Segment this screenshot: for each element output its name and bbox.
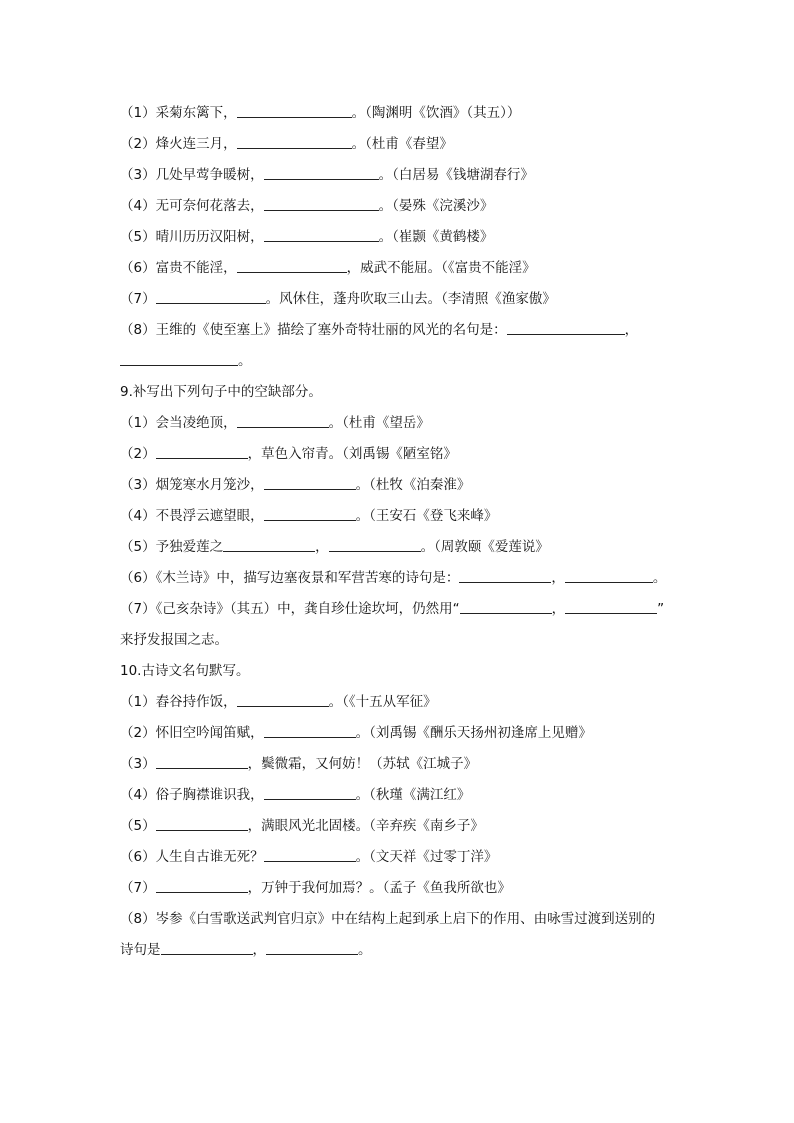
s8-item-8-cont [120, 346, 680, 377]
text: 。（杜甫《望岳》 [328, 415, 430, 431]
text: （5） [120, 818, 156, 834]
s9-item-3 [120, 470, 680, 501]
text: （6）富贵不能淫， [120, 260, 237, 276]
answer-blank[interactable] [264, 785, 356, 800]
text: （3）烟笼寒水月笼沙， [120, 477, 264, 493]
s10-item-8-cont [120, 935, 680, 966]
answer-blank[interactable] [120, 351, 238, 366]
text: （1）舂谷持作饭， [120, 694, 237, 710]
text: ，鬓微霜，又何妨！（苏轼《江城子》 [247, 756, 478, 772]
s9-item-7-cont [120, 625, 680, 656]
answer-blank[interactable] [237, 258, 347, 273]
answer-blank[interactable] [156, 289, 266, 304]
text: （2）怀旧空吟闻笛赋， [120, 725, 264, 741]
text: （6）《木兰诗》中，描写边塞夜景和军营苦寒的诗句是： [120, 570, 460, 586]
answer-blank[interactable] [264, 847, 356, 862]
text: 。（刘禹锡《酬乐天扬州初逢席上见赠》 [355, 725, 592, 741]
s10-item-3 [120, 749, 680, 780]
answer-blank[interactable] [459, 568, 551, 583]
text: 。（陶渊明《饮酒》（其五）） [351, 105, 521, 121]
text: 。（秋瑾《满江红》 [355, 787, 471, 803]
answer-blank[interactable] [161, 940, 253, 955]
s10-item-6 [120, 842, 680, 873]
s9-item-4 [120, 501, 680, 532]
answer-blank[interactable] [264, 196, 379, 211]
text: （3）几处早莺争暖树， [120, 167, 264, 183]
text: 。 [238, 353, 252, 369]
s9-item-7 [120, 594, 680, 625]
text: （7） [120, 880, 156, 896]
text: 。风休住，蓬舟吹取三山去。（李清照《渔家傲》 [265, 291, 556, 307]
text: 诗句是 [120, 942, 161, 958]
text: 。（《十五从军征》 [328, 694, 437, 710]
answer-blank[interactable] [264, 723, 356, 738]
text: （4）不畏浮云遮望眼， [120, 508, 264, 524]
answer-blank[interactable] [329, 537, 421, 552]
answer-blank[interactable] [264, 475, 356, 490]
text: ， [551, 570, 565, 586]
s8-item-6 [120, 253, 680, 284]
answer-blank[interactable] [565, 599, 657, 614]
s8-item-5 [120, 222, 680, 253]
text: （1）会当凌绝顶， [120, 415, 237, 431]
answer-blank[interactable] [156, 444, 248, 459]
text: ， [624, 322, 639, 338]
text: （8）岑参《白雪歌送武判官归京》中在结构上起到承上启下的作用、由咏雪过渡到送别的 [120, 911, 656, 927]
text: 。（白居易《钱塘湖春行》 [378, 167, 534, 183]
text: ，满眼风光北固楼。（辛弃疾《南乡子》 [247, 818, 484, 834]
answer-blank[interactable] [156, 754, 248, 769]
s10-item-8 [120, 904, 680, 935]
text: ， [551, 601, 566, 617]
text: （2） [120, 446, 156, 462]
text: 来抒发报国之志。 [120, 632, 228, 648]
s8-item-4 [120, 191, 680, 222]
text: （4）俗子胸襟谁识我， [120, 787, 264, 803]
answer-blank[interactable] [565, 568, 653, 583]
text: 。 [358, 942, 372, 958]
text: （6）人生自古谁无死？ [120, 849, 264, 865]
text: ， [252, 942, 266, 958]
s9-item-1 [120, 408, 680, 439]
s9-item-5 [120, 532, 680, 563]
text: （3） [120, 756, 156, 772]
text: （7） [120, 291, 156, 307]
text: （1）采菊东篱下， [120, 105, 237, 121]
s8-item-3 [120, 160, 680, 191]
s9-heading: 9.补写出下列句子中的空缺部分。 [120, 384, 322, 400]
s8-item-7 [120, 284, 680, 315]
text: （2）烽火连三月， [120, 136, 237, 152]
answer-blank[interactable] [237, 692, 329, 707]
answer-blank[interactable] [156, 878, 248, 893]
answer-blank[interactable] [237, 134, 352, 149]
s9-item-2 [120, 439, 680, 470]
text: （7）《己亥杂诗》（其五）中，龚自珍仕途坎坷，仍然用“ [120, 601, 460, 617]
answer-blank[interactable] [156, 816, 248, 831]
answer-blank[interactable] [264, 165, 379, 180]
s10-item-5 [120, 811, 680, 842]
text: 。（杜牧《泊秦淮》 [355, 477, 471, 493]
worksheet-content [120, 98, 680, 966]
text: （8）王维的《使至塞上》描绘了塞外奇特壮丽的风光的名句是： [120, 322, 507, 338]
s10-item-7 [120, 873, 680, 904]
text: （4）无可奈何花落去， [120, 198, 264, 214]
text: 。（文天祥《过零丁洋》 [355, 849, 498, 865]
text: ， [315, 539, 329, 555]
text: ，威武不能屈。（《富贵不能淫》 [346, 260, 536, 276]
text: （5）予独爱莲之 [120, 539, 224, 555]
text: ，万钟于我何加焉？。（孟子《鱼我所欲也》 [247, 880, 511, 896]
answer-blank[interactable] [237, 413, 329, 428]
text: 。（崔颢《黄鹤楼》 [378, 229, 494, 245]
s8-item-8 [120, 315, 680, 346]
s10-item-1 [120, 687, 680, 718]
text: ” [657, 601, 665, 617]
answer-blank[interactable] [507, 320, 625, 335]
answer-blank[interactable] [460, 599, 552, 614]
s10-item-4 [120, 780, 680, 811]
text: （5）晴川历历汉阳树， [120, 229, 264, 245]
answer-blank[interactable] [237, 103, 352, 118]
answer-blank[interactable] [223, 537, 315, 552]
answer-blank[interactable] [266, 940, 358, 955]
text: 。（杜甫《春望》 [351, 136, 453, 152]
text: ，草色入帘青。（刘禹锡《陋室铭》 [247, 446, 457, 462]
answer-blank[interactable] [264, 227, 379, 242]
answer-blank[interactable] [264, 506, 356, 521]
s8-item-1 [120, 98, 680, 129]
text: 。（晏殊《浣溪沙》 [378, 198, 494, 214]
text: 。 [652, 570, 667, 586]
text: 。（王安石《登飞来峰》 [355, 508, 498, 524]
s8-item-2 [120, 129, 680, 160]
s9-item-6 [120, 563, 680, 594]
s10-item-2 [120, 718, 680, 749]
text: 。（周敦颐《爱莲说》 [420, 539, 549, 555]
s10-heading: 10.古诗文名句默写。 [120, 663, 250, 679]
